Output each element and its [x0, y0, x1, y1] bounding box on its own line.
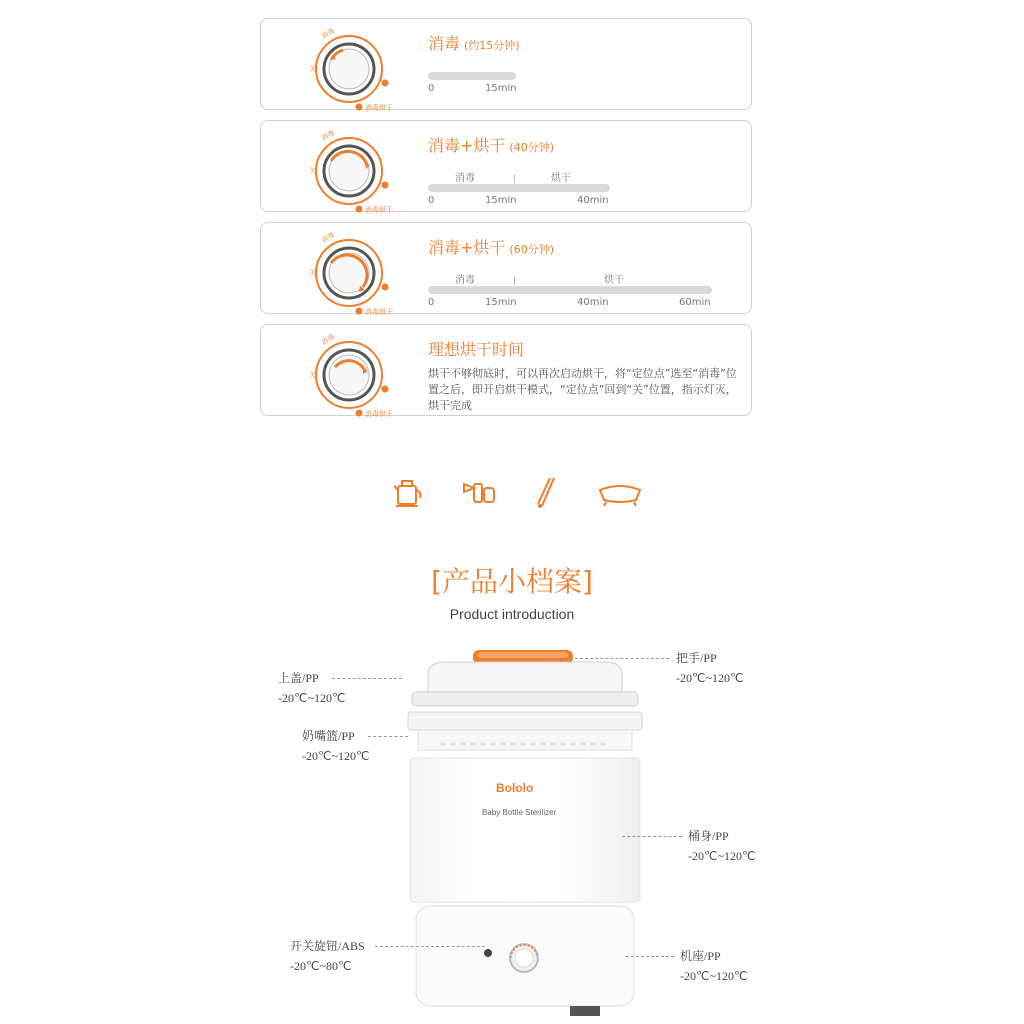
tick-15min: 15min: [485, 83, 517, 94]
mode-title: 消毒+烘干 (60分钟): [428, 238, 555, 257]
mode-title: 消毒 (约15分钟): [428, 34, 520, 53]
label-knob: 开关旋钮/ABS -20℃~80℃: [290, 939, 365, 973]
svg-text:消毒烘干: 消毒烘干: [365, 410, 393, 418]
leader-line-knob: [375, 946, 485, 947]
mode-title: 理想烘干时间: [428, 340, 525, 359]
svg-text:消毒烘干: 消毒烘干: [365, 308, 393, 316]
svg-text:消毒烘干: 消毒烘干: [365, 206, 393, 214]
svg-text:消毒: 消毒: [320, 332, 337, 347]
baby-bath-icon: [596, 472, 644, 512]
mode-card-ideal-dry: [260, 324, 752, 416]
svg-text:消毒: 消毒: [320, 128, 337, 143]
leader-line-body: [622, 836, 682, 837]
svg-text:关: 关: [309, 371, 316, 379]
dial-knob-icon: [299, 331, 399, 419]
tick-0: 0: [428, 195, 435, 206]
leader-line-lid: [332, 678, 402, 679]
breast-pump-icon: [458, 472, 498, 512]
dial-knob-icon: [299, 229, 399, 317]
segment-dry: 烘干: [551, 173, 571, 184]
accessory-icons: [390, 472, 650, 512]
timeline-bar: [428, 184, 610, 192]
segment-sterilize: 消毒: [455, 275, 475, 286]
section-title: [产品小档案]: [431, 565, 593, 598]
mode-duration: (40分钟): [509, 141, 555, 154]
tick-40min: 40min: [577, 195, 609, 206]
segment-divider: [514, 277, 515, 285]
label-handle: 把手/PP -20℃~120℃: [676, 651, 744, 685]
mode-card-sterilize: [260, 18, 752, 110]
kettle-icon: [390, 472, 430, 512]
tick-60min: 60min: [679, 297, 711, 308]
svg-text:关: 关: [309, 65, 316, 73]
svg-text:消毒: 消毒: [320, 26, 337, 41]
brand-logo: Bololo: [496, 781, 534, 795]
mode-title: 消毒+烘干 (40分钟): [428, 136, 555, 155]
svg-text:消毒烘干: 消毒烘干: [365, 104, 393, 112]
svg-text:关: 关: [309, 269, 316, 277]
section-subtitle: Product introduction: [449, 606, 575, 622]
mode-description: 烘干不够彻底时，可以再次启动烘干，将“定位点”选至“消毒”位置之后，即开启烘干模式，“定位点”回到“关”位置，指示灯灭，烘干完成: [428, 367, 737, 412]
dial-knob-icon: [299, 25, 399, 113]
segment-divider: [514, 175, 515, 183]
tick-15min: 15min: [485, 297, 517, 308]
leader-line-base: [626, 956, 674, 957]
mode-card-sterilize-dry-60: [260, 222, 752, 314]
leader-line-handle: [575, 658, 669, 659]
mode-duration: (60分钟): [509, 243, 555, 256]
segment-sterilize: 消毒: [455, 173, 475, 184]
label-base: 机座/PP -20℃~120℃: [680, 949, 748, 983]
tongs-icon: [528, 472, 568, 512]
tick-0: 0: [428, 83, 435, 94]
sterilizer-illustration: [400, 640, 650, 1024]
mode-duration: (约15分钟): [464, 39, 520, 52]
label-lid: 上盖/PP -20℃~120℃: [278, 671, 346, 705]
model-text: Baby Bottle Sterilizer: [482, 808, 557, 817]
mode-card-sterilize-dry-40: [260, 120, 752, 212]
svg-text:消毒: 消毒: [320, 230, 337, 245]
tick-40min: 40min: [577, 297, 609, 308]
svg-text:关: 关: [309, 167, 316, 175]
timeline-bar: [428, 72, 516, 80]
label-basket: 奶嘴篮/PP -20℃~120℃: [302, 729, 370, 763]
segment-dry: 烘干: [604, 275, 624, 286]
tick-0: 0: [428, 297, 435, 308]
label-body: 桶身/PP -20℃~120℃: [688, 829, 756, 863]
timeline-bar: [428, 286, 712, 294]
leader-line-basket: [368, 736, 408, 737]
dial-knob-icon: [299, 127, 399, 215]
tick-15min: 15min: [485, 195, 517, 206]
